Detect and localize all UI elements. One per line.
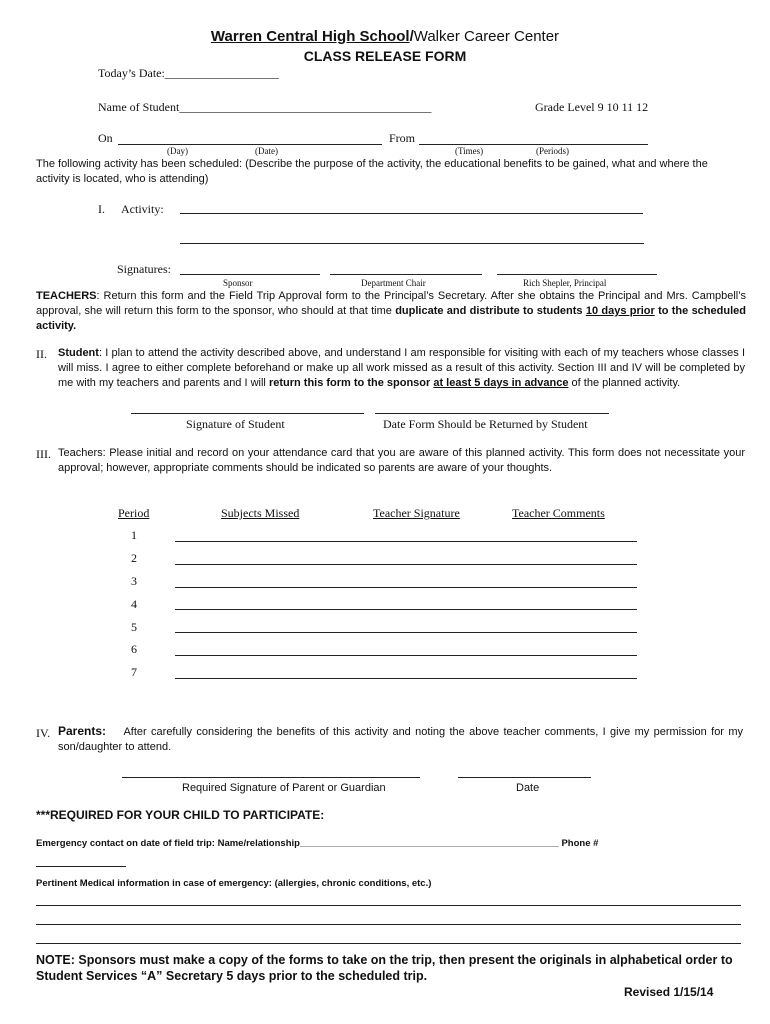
student-statement (58, 346, 745, 391)
revision-date: Revised 1/15/14 (624, 985, 714, 999)
student-text-end: of the planned activity. (568, 377, 681, 389)
period-number: 2 (131, 551, 137, 565)
student-deadline: at least 5 days in advance (433, 377, 569, 389)
period-row-line[interactable] (175, 541, 637, 542)
on-label: On (98, 131, 113, 145)
parents-statement (58, 724, 743, 755)
column-subjects-missed: Subjects Missed (221, 506, 300, 520)
school-name: Warren Central High School (210, 28, 410, 45)
dept-chair-signature-line[interactable] (330, 274, 482, 275)
period-number: 6 (131, 642, 137, 656)
grade-level-field[interactable]: Grade Level 9 10 11 12 (535, 100, 649, 114)
principal-signature-line[interactable] (497, 274, 657, 275)
from-label: From (389, 131, 416, 145)
parents-lead: Parents: (58, 724, 107, 738)
period-row-line[interactable] (175, 587, 637, 588)
times-caption: (Times) (455, 146, 484, 156)
return-date-line[interactable] (375, 413, 609, 414)
career-center-name: Walker Career Center (413, 28, 560, 45)
from-times-line[interactable] (419, 144, 648, 145)
period-row-line[interactable] (175, 678, 637, 679)
period-row-line[interactable] (175, 609, 637, 610)
sponsor-note: NOTE: Sponsors must make a copy of the forms to take on the trip, then present the originals in alphabetical order to Student Services “A” Secretary 5 days prior to the scheduled trip. (36, 953, 733, 983)
section-3-number: III. (36, 447, 51, 461)
teachers-instructions (36, 289, 746, 334)
section-2-number: II. (36, 347, 47, 361)
parent-signature-line[interactable] (122, 777, 420, 778)
student-lead: Student (58, 347, 99, 359)
form-title: CLASS RELEASE FORM (303, 48, 467, 64)
period-row-line[interactable] (175, 564, 637, 565)
column-period: Period (118, 506, 150, 520)
period-number: 7 (131, 665, 137, 679)
parent-date-caption: Date (516, 782, 540, 794)
medical-line-2[interactable] (36, 924, 741, 925)
medical-line-1[interactable] (36, 905, 741, 906)
period-row-line[interactable] (175, 632, 637, 633)
period-number: 3 (131, 574, 137, 588)
student-bold: return this form to the sponsor (268, 377, 431, 389)
activity-line-1[interactable] (180, 213, 643, 214)
period-number: 4 (131, 597, 137, 611)
teachers-bold-end: to the scheduled activity. (36, 305, 746, 332)
parent-date-line[interactable] (458, 777, 591, 778)
student-name-field[interactable]: Name of Student__________________________________________ (98, 100, 432, 114)
required-heading: ***REQUIRED FOR YOUR CHILD TO PARTICIPATE: (36, 808, 325, 822)
section-4-number: IV. (36, 726, 51, 740)
medical-info-label: Pertinent Medical information in case of emergency: (allergies, chronic conditions, etc.) (36, 878, 432, 889)
dept-chair-caption: Department Chair (361, 278, 426, 288)
date-caption: (Date) (255, 146, 278, 156)
activity-line-2[interactable] (180, 243, 644, 244)
sponsor-signature-line[interactable] (180, 274, 320, 275)
header-slash: / (409, 28, 414, 45)
todays-date-field[interactable]: Today’s Date:___________________ (98, 66, 279, 80)
periods-caption: (Periods) (536, 146, 569, 156)
teachers-bold: duplicate and distribute to students (395, 305, 583, 317)
principal-caption: Rich Shepler, Principal (523, 278, 607, 288)
student-signature-caption: Signature of Student (186, 417, 285, 431)
student-signature-line[interactable] (131, 413, 364, 414)
teachers-statement: Teachers: Please initial and record on your attendance card that you are aware of this planned activity. This form does not necessitate your approval; however, appropriate comments should be indicated so parents are aware of your thoughts. (58, 447, 745, 474)
phone-number-line[interactable] (36, 866, 126, 867)
signatures-label: Signatures: (117, 262, 171, 276)
return-date-caption: Date Form Should be Returned by Student (383, 417, 588, 431)
emergency-contact-field[interactable]: Emergency contact on date of field trip: Name/relationship_________________________________________________ Phone # (36, 838, 599, 849)
page-header (0, 28, 770, 45)
teachers-text: : Return this form and the Field Trip Approval form to the Principal’s Secretary. After she obtains the Principal and Mrs. Campbell’s approval, she will return this form to the sponsor, who should at that time (36, 290, 746, 317)
teachers-deadline: 10 days prior (585, 305, 655, 317)
period-number: 1 (131, 528, 137, 542)
intro-text: The following activity has been scheduled: (Describe the purpose of the activity, the educational benefits to be gained, what and where the activity is located, who is attending) (36, 158, 708, 185)
section-1-number: I. (98, 202, 105, 216)
period-row-line[interactable] (175, 655, 637, 656)
period-number: 5 (131, 620, 137, 634)
activity-label: Activity: (121, 202, 164, 216)
sponsor-caption: Sponsor (223, 278, 253, 288)
on-date-line[interactable] (118, 144, 382, 145)
day-caption: (Day) (167, 146, 188, 156)
parent-signature-caption: Required Signature of Parent or Guardian (182, 782, 386, 794)
column-teacher-signature: Teacher Signature (373, 506, 460, 520)
column-teacher-comments: Teacher Comments (512, 506, 605, 520)
medical-line-3[interactable] (36, 943, 741, 944)
parents-text: After carefully considering the benefits of this activity and noting the above teacher comments, I give my permission for my son/daughter to attend. (58, 726, 743, 753)
teachers-lead: TEACHERS (36, 290, 97, 302)
student-text: : I plan to attend the activity described above, and understand I am responsible for visiting with each of my teachers whose classes I will miss. I agree to either complete beforehand or make up all work missed as a result of this activity. Section III and IV will be completed by me with my teachers and parents and I will (58, 347, 745, 389)
